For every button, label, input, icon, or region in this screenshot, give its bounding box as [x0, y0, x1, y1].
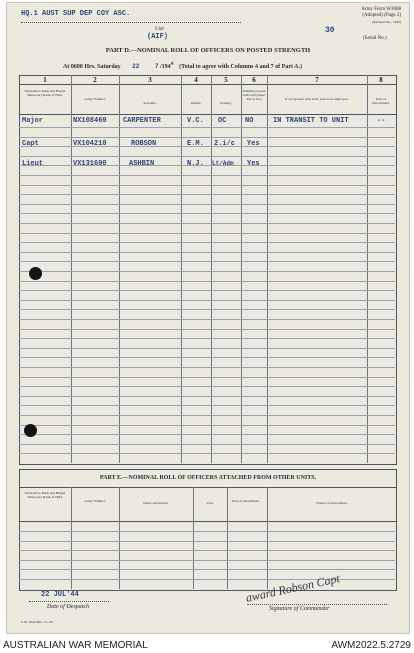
- part-d-row-rule-7: [19, 185, 395, 186]
- despatch-date-typed: 22 JUL'44: [41, 591, 79, 599]
- part-d-row-rule-1: [19, 127, 395, 128]
- e-col-header-rank: Substantive Rank and Higher Temporary Rank, if Held.: [24, 491, 66, 499]
- col-header-detachment: Date of Detachment.: [372, 97, 390, 105]
- part-d-row-rule-9: [19, 204, 395, 205]
- col-num-3: 3: [148, 76, 152, 84]
- row-1-present: NO: [245, 117, 254, 125]
- e-col-header-name: Name and Initials.: [143, 501, 169, 505]
- part-e-row-rule-3: [19, 550, 395, 551]
- row-3-number: VX131690: [73, 160, 107, 168]
- part-d-row-rule-29: [19, 396, 395, 397]
- despatch-underline: [29, 601, 109, 602]
- number-row-rule: [19, 84, 396, 85]
- row-2-posting: 2.i/c: [214, 140, 236, 148]
- form-line-2: (Adopted) (Page 2): [362, 13, 401, 18]
- row-2-surname: ROBSON: [131, 140, 157, 148]
- form-line-3: (Revised Jan., 1943): [372, 20, 401, 24]
- row-1-posting: OC: [218, 117, 227, 125]
- part-d-row-rule-25: [19, 357, 395, 358]
- form-designation: [341, 7, 401, 25]
- col-num-5: 5: [224, 76, 228, 84]
- col-header-employed: If not present with Unit, state how employed.: [285, 97, 349, 101]
- part-e-col-rule-1: [71, 487, 72, 589]
- part-d-row-rule-26: [19, 367, 395, 368]
- unit-typed: HQ.1 AUST SUP DEP COY ASC.: [21, 10, 131, 18]
- printer-note: S.W. 1944 Mlc. 1C-43: [21, 620, 53, 624]
- serial-label: (Serial No.): [363, 36, 387, 41]
- commander-signature: award Robson Capt: [244, 571, 341, 605]
- part-d-row-rule-30: [19, 405, 395, 406]
- part-d-row-rule-16: [19, 271, 395, 272]
- date-suffix: (Total to agree with Columns 4 and 7 of Part A.): [179, 64, 303, 70]
- punch-hole-lower: [24, 424, 37, 437]
- part-d-row-rule-8: [19, 194, 395, 195]
- e-col-header-army-number: Army Number.: [84, 499, 106, 503]
- col-header-posting: Posting.: [220, 101, 232, 105]
- part-d-row-rule-14: [19, 252, 395, 253]
- archive-accession-number: AWM2022.5.2729: [331, 640, 411, 651]
- col-num-2: 2: [93, 76, 97, 84]
- form-sheet: [6, 2, 410, 634]
- col-num-7: 7: [315, 76, 319, 84]
- row-1-employed: IN TRANSIT TO UNIT: [273, 117, 349, 125]
- col-num-1: 1: [43, 76, 47, 84]
- col-header-army-number: Army Number.: [84, 97, 106, 101]
- row-3-rank: Lieut: [22, 160, 44, 168]
- part-d-table: [19, 75, 397, 465]
- col-num-6: 6: [252, 76, 256, 84]
- part-d-row-rule-4: [19, 156, 395, 157]
- part-d-row-rule-18: [19, 290, 395, 291]
- part-d-row-rule-21: [19, 319, 395, 320]
- part-d-row-rule-34: [19, 444, 395, 445]
- row-1-initials: V.C.: [187, 117, 204, 125]
- row-2-number: VX104210: [73, 140, 107, 148]
- signature-underline: [247, 604, 387, 605]
- col-header-initials: Initials.: [190, 101, 202, 105]
- part-d-row-rule-20: [19, 309, 395, 310]
- part-e-title: PART E.—NOMINAL ROLL OF OFFICERS ATTACHED FROM OTHER UNITS.: [99, 475, 317, 481]
- row-1-surname: CARPENTER: [123, 117, 161, 125]
- form-line-1: Army Form W3008: [361, 7, 401, 12]
- aif-typed: (AIF): [147, 33, 169, 41]
- unit-underline: [21, 22, 241, 23]
- part-e-col-rule-2: [119, 487, 120, 589]
- row-3-initials: N.J.: [187, 160, 204, 168]
- col-num-4: 4: [194, 76, 198, 84]
- serial-typed: 30: [325, 26, 335, 35]
- col-header-rank: Substantive Rank and Higher Temporary Rank, if Held.: [24, 89, 66, 97]
- part-d-date-line: [63, 61, 302, 70]
- date-year: /194: [159, 64, 171, 70]
- part-d-row-rule-19: [19, 300, 395, 301]
- col-header-surname: Surname.: [143, 101, 157, 105]
- part-d-row-rule-31: [19, 415, 395, 416]
- row-2-present: Yes: [247, 140, 260, 148]
- e-col-header-unit: Unit.: [206, 501, 214, 505]
- row-1-number: NX108469: [73, 117, 107, 125]
- col-num-8: 8: [379, 76, 383, 84]
- col-header-present: Whether present with Unit (Insert Yes or No): [242, 89, 266, 101]
- date-year-digit: 4: [170, 61, 174, 67]
- part-d-row-rule-13: [19, 242, 395, 243]
- despatch-label: Date of Despatch: [47, 604, 89, 610]
- unit-label: Unit: [155, 27, 164, 32]
- part-d-row-rule-33: [19, 434, 395, 435]
- part-d-row-rule-12: [19, 233, 395, 234]
- date-prefix: At 0600 Hrs. Saturday: [63, 64, 121, 70]
- part-d-row-rule-2: [19, 137, 395, 138]
- part-e-row-rule-5: [19, 569, 395, 570]
- e-col-header-nature: Nature of Attachment.: [316, 501, 348, 505]
- part-d-row-rule-15: [19, 261, 395, 262]
- part-e-row-rule-1: [19, 531, 395, 532]
- part-e-col-rule-5: [267, 487, 268, 589]
- e-col-header-date: Date of Attachment.: [231, 499, 261, 503]
- part-d-row-rule-22: [19, 329, 395, 330]
- part-d-row-rule-27: [19, 377, 395, 378]
- part-d-row-rule-6: [19, 175, 395, 176]
- part-e-row-rule-4: [19, 560, 395, 561]
- part-e-title-rule: [19, 487, 396, 488]
- archive-credit: AUSTRALIAN WAR MEMORIAL: [3, 640, 148, 651]
- part-d-row-rule-17: [19, 281, 395, 282]
- part-d-title: PART D.—NOMINAL ROLL OF OFFICERS ON POSTED STRENGTH: [105, 47, 311, 54]
- signature-label: Signature of Commander: [269, 606, 330, 612]
- punch-hole-upper: [29, 267, 42, 280]
- part-d-row-rule-32: [19, 425, 395, 426]
- row-3-posting: Lt/Adm: [212, 160, 234, 167]
- part-e-col-rule-3: [193, 487, 194, 589]
- part-e-header-rule: [19, 521, 396, 522]
- header-row-rule: [19, 114, 396, 115]
- row-3-present: Yes: [247, 160, 260, 168]
- date-day: 22: [132, 63, 140, 70]
- date-month: 7: [154, 63, 159, 70]
- row-1-date: --: [377, 117, 386, 125]
- part-d-row-rule-23: [19, 338, 395, 339]
- part-d-row-rule-11: [19, 223, 395, 224]
- row-1-rank: Major: [22, 117, 44, 125]
- part-d-row-rule-24: [19, 348, 395, 349]
- row-2-initials: E.M.: [187, 140, 204, 148]
- row-2-rank: Capt: [22, 140, 39, 148]
- part-e-row-rule-2: [19, 541, 395, 542]
- part-e-col-rule-4: [227, 487, 228, 589]
- part-d-row-rule-28: [19, 386, 395, 387]
- row-3-surname: ASHBIN: [129, 160, 155, 168]
- part-d-row-rule-10: [19, 213, 395, 214]
- part-d-row-rule-35: [19, 453, 395, 454]
